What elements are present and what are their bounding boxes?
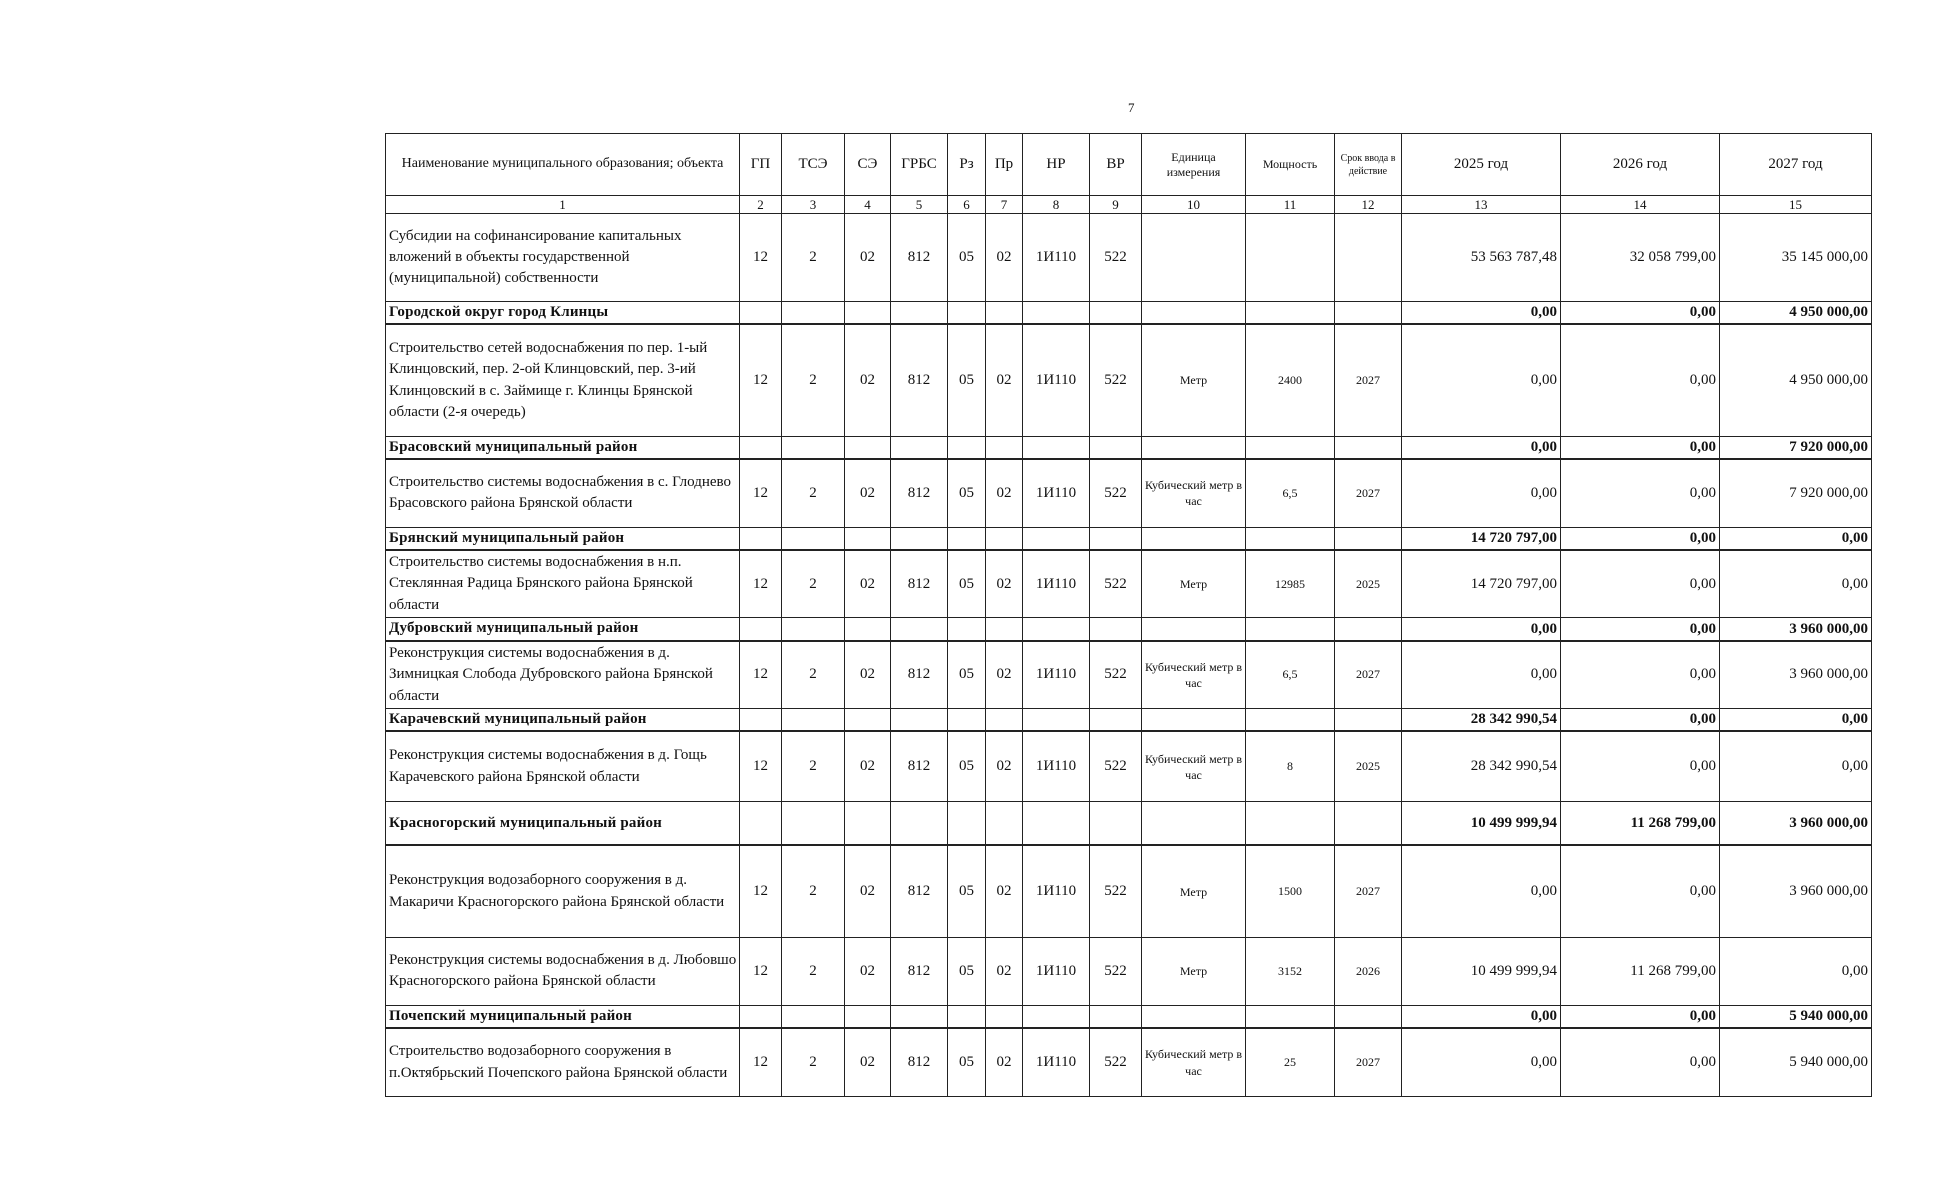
object-row [386,324,1872,436]
object-row [386,1028,1872,1096]
cell-deadline: 2027 [1335,324,1402,436]
header-pr: Пр [986,134,1023,196]
group-name: Брянский муниципальный район [386,527,740,550]
cell-rz: 05 [948,845,986,937]
cell-2026: 0,00 [1561,436,1720,459]
column-number: 6 [948,196,986,214]
header-2027: 2027 год [1720,134,1872,196]
column-number: 2 [740,196,782,214]
cell-rz: 05 [948,214,986,302]
cell-unit: Метр [1142,845,1246,937]
cell-rz: 05 [948,459,986,527]
header-grbs: ГРБС [891,134,948,196]
cell-2025: 28 342 990,54 [1402,709,1561,732]
cell-vr: 522 [1090,550,1142,618]
cell-2026: 0,00 [1561,527,1720,550]
column-number: 8 [1023,196,1090,214]
cell-se: 02 [845,731,891,801]
header-2026: 2026 год [1561,134,1720,196]
cell-gp: 12 [740,937,782,1005]
cell-pr: 02 [986,937,1023,1005]
cell-2027: 0,00 [1720,937,1872,1005]
group-row [386,527,1872,550]
object-row [386,937,1872,1005]
cell-2026: 0,00 [1561,459,1720,527]
cell-deadline: 2027 [1335,641,1402,709]
column-number: 11 [1246,196,1335,214]
cell-rz: 05 [948,550,986,618]
group-row [386,436,1872,459]
cell-se: 02 [845,214,891,302]
header-nr: НР [1023,134,1090,196]
column-number: 9 [1090,196,1142,214]
object-row [386,641,1872,709]
column-number: 10 [1142,196,1246,214]
cell-deadline [1335,214,1402,302]
cell-grbs: 812 [891,459,948,527]
cell-2025: 14 720 797,00 [1402,527,1561,550]
cell-rz: 05 [948,937,986,1005]
cell-pr: 02 [986,550,1023,618]
group-row [386,618,1872,641]
cell-2025: 0,00 [1402,641,1561,709]
cell-capacity: 25 [1246,1028,1335,1096]
cell-unit: Кубический метр в час [1142,731,1246,801]
cell-2026: 0,00 [1561,641,1720,709]
cell-2027: 4 950 000,00 [1720,302,1872,325]
column-number: 3 [782,196,845,214]
object-name: Реконструкция системы водоснабжения в д. Любовшо Красногорского района Брянской области [386,937,740,1005]
cell-pr: 02 [986,731,1023,801]
cell-2027: 4 950 000,00 [1720,324,1872,436]
cell-2025: 14 720 797,00 [1402,550,1561,618]
cell-unit: Кубический метр в час [1142,1028,1246,1096]
cell-grbs: 812 [891,550,948,618]
cell-2026: 0,00 [1561,618,1720,641]
object-name: Реконструкция водозаборного сооружения в д. Макаричи Красногорского района Брянской области [386,845,740,937]
cell-2027: 3 960 000,00 [1720,845,1872,937]
cell-2026: 0,00 [1561,324,1720,436]
cell-tse: 2 [782,214,845,302]
object-name: Строительство системы водоснабжения в с. Глоднево Брасовского района Брянской области [386,459,740,527]
cell-deadline: 2025 [1335,731,1402,801]
cell-se: 02 [845,1028,891,1096]
cell-2027: 3 960 000,00 [1720,618,1872,641]
cell-unit: Метр [1142,937,1246,1005]
cell-grbs: 812 [891,937,948,1005]
cell-unit: Метр [1142,550,1246,618]
cell-vr: 522 [1090,1028,1142,1096]
cell-tse: 2 [782,324,845,436]
header-tse: ТСЭ [782,134,845,196]
cell-2026: 0,00 [1561,709,1720,732]
cell-2027: 7 920 000,00 [1720,459,1872,527]
cell-tse: 2 [782,1028,845,1096]
cell-se: 02 [845,324,891,436]
cell-vr: 522 [1090,937,1142,1005]
cell-nr: 1И110 [1023,1028,1090,1096]
cell-rz: 05 [948,731,986,801]
group-name: Карачевский муниципальный район [386,709,740,732]
group-name: Брасовский муниципальный район [386,436,740,459]
page-number: 7 [1128,100,1135,115]
cell-tse: 2 [782,459,845,527]
header-rz: Рз [948,134,986,196]
cell-vr: 522 [1090,214,1142,302]
column-number: 15 [1720,196,1872,214]
cell-capacity: 8 [1246,731,1335,801]
cell-pr: 02 [986,324,1023,436]
cell-unit [1142,214,1246,302]
cell-tse: 2 [782,550,845,618]
cell-2027: 5 940 000,00 [1720,1005,1872,1028]
cell-deadline: 2027 [1335,845,1402,937]
object-name: Строительство системы водоснабжения в н.п. Стеклянная Радица Брянского района Брянской области [386,550,740,618]
column-number-row [386,196,1872,214]
group-name: Дубровский муниципальный район [386,618,740,641]
cell-gp: 12 [740,845,782,937]
cell-tse: 2 [782,731,845,801]
cell-capacity: 6,5 [1246,459,1335,527]
cell-nr: 1И110 [1023,214,1090,302]
cell-nr: 1И110 [1023,731,1090,801]
cell-2026: 0,00 [1561,1005,1720,1028]
group-row [386,709,1872,732]
cell-2026: 0,00 [1561,550,1720,618]
cell-rz: 05 [948,641,986,709]
cell-2027: 0,00 [1720,550,1872,618]
cell-2025: 0,00 [1402,845,1561,937]
column-number: 7 [986,196,1023,214]
cell-capacity [1246,214,1335,302]
cell-pr: 02 [986,1028,1023,1096]
cell-2025: 28 342 990,54 [1402,731,1561,801]
header-capacity: Мощность [1246,134,1335,196]
group-row [386,302,1872,325]
cell-2027: 3 960 000,00 [1720,801,1872,845]
cell-pr: 02 [986,641,1023,709]
cell-nr: 1И110 [1023,845,1090,937]
cell-vr: 522 [1090,731,1142,801]
column-number: 4 [845,196,891,214]
object-row [386,845,1872,937]
cell-unit: Кубический метр в час [1142,459,1246,527]
cell-gp: 12 [740,641,782,709]
header-row [386,134,1872,196]
cell-2025: 0,00 [1402,1005,1561,1028]
cell-grbs: 812 [891,641,948,709]
cell-2026: 0,00 [1561,1028,1720,1096]
cell-2025: 10 499 999,94 [1402,801,1561,845]
cell-2026: 32 058 799,00 [1561,214,1720,302]
header-2025: 2025 год [1402,134,1561,196]
cell-grbs: 812 [891,324,948,436]
header-unit: Единица измерения [1142,134,1246,196]
cell-unit: Метр [1142,324,1246,436]
object-name: Реконструкция системы водоснабжения в д. Гощь Карачевского района Брянской области [386,731,740,801]
cell-capacity: 1500 [1246,845,1335,937]
column-number: 13 [1402,196,1561,214]
header-vr: ВР [1090,134,1142,196]
cell-2025: 0,00 [1402,324,1561,436]
cell-2025: 0,00 [1402,302,1561,325]
cell-se: 02 [845,550,891,618]
cell-gp: 12 [740,459,782,527]
cell-2027: 0,00 [1720,527,1872,550]
cell-se: 02 [845,845,891,937]
group-row [386,801,1872,845]
cell-gp: 12 [740,324,782,436]
cell-2026: 11 268 799,00 [1561,937,1720,1005]
cell-se: 02 [845,641,891,709]
cell-vr: 522 [1090,845,1142,937]
object-row [386,550,1872,618]
header-deadline: Срок ввода в действие [1335,134,1402,196]
header-gp: ГП [740,134,782,196]
cell-2027: 7 920 000,00 [1720,436,1872,459]
cell-2025: 0,00 [1402,1028,1561,1096]
cell-gp: 12 [740,550,782,618]
cell-vr: 522 [1090,324,1142,436]
cell-tse: 2 [782,937,845,1005]
cell-deadline: 2027 [1335,1028,1402,1096]
cell-2026: 11 268 799,00 [1561,801,1720,845]
cell-2027: 35 145 000,00 [1720,214,1872,302]
cell-capacity: 6,5 [1246,641,1335,709]
cell-2025: 53 563 787,48 [1402,214,1561,302]
cell-grbs: 812 [891,1028,948,1096]
cell-gp: 12 [740,731,782,801]
cell-nr: 1И110 [1023,641,1090,709]
cell-2026: 0,00 [1561,845,1720,937]
cell-unit: Кубический метр в час [1142,641,1246,709]
cell-tse: 2 [782,641,845,709]
cell-grbs: 812 [891,214,948,302]
cell-grbs: 812 [891,845,948,937]
cell-gp: 12 [740,1028,782,1096]
object-name: Строительство водозаборного сооружения в п.Октябрьский Почепского района Брянской области [386,1028,740,1096]
cell-capacity: 2400 [1246,324,1335,436]
cell-rz: 05 [948,324,986,436]
cell-2027: 5 940 000,00 [1720,1028,1872,1096]
cell-2027: 0,00 [1720,709,1872,732]
object-name: Строительство сетей водоснабжения по пер. 1-ый Клинцовский, пер. 2-ой Клинцовский, пер. 3-ий Клинцовский в с. Займище г. Клинцы Брянской области (2-я очередь) [386,324,740,436]
cell-nr: 1И110 [1023,937,1090,1005]
group-name: Городской округ город Клинцы [386,302,740,325]
cell-capacity: 3152 [1246,937,1335,1005]
cell-capacity: 12985 [1246,550,1335,618]
budget-table [385,133,1872,1097]
row-name: Субсидии на софинансирование капитальных вложений в объекты государственной (муниципальной) собственности [386,214,740,302]
group-name: Почепский муниципальный район [386,1005,740,1028]
cell-grbs: 812 [891,731,948,801]
cell-2025: 0,00 [1402,618,1561,641]
header-se: СЭ [845,134,891,196]
cell-2026: 0,00 [1561,731,1720,801]
cell-tse: 2 [782,845,845,937]
cell-rz: 05 [948,1028,986,1096]
cell-2025: 0,00 [1402,436,1561,459]
object-row [386,731,1872,801]
cell-2025: 10 499 999,94 [1402,937,1561,1005]
object-name: Реконструкция системы водоснабжения в д. Зимницкая Слобода Дубровского района Брянской области [386,641,740,709]
column-number: 1 [386,196,740,214]
header-name: Наименование муниципального образования; объекта [386,134,740,196]
cell-pr: 02 [986,459,1023,527]
cell-pr: 02 [986,214,1023,302]
cell-deadline: 2026 [1335,937,1402,1005]
cell-pr: 02 [986,845,1023,937]
cell-nr: 1И110 [1023,459,1090,527]
cell-nr: 1И110 [1023,550,1090,618]
group-name: Красногорский муниципальный район [386,801,740,845]
column-number: 14 [1561,196,1720,214]
cell-deadline: 2025 [1335,550,1402,618]
cell-nr: 1И110 [1023,324,1090,436]
cell-2026: 0,00 [1561,302,1720,325]
group-row [386,1005,1872,1028]
cell-deadline: 2027 [1335,459,1402,527]
object-row [386,459,1872,527]
cell-2027: 0,00 [1720,731,1872,801]
cell-gp: 12 [740,214,782,302]
column-number: 5 [891,196,948,214]
cell-se: 02 [845,937,891,1005]
cell-2027: 3 960 000,00 [1720,641,1872,709]
cell-vr: 522 [1090,641,1142,709]
cell-2025: 0,00 [1402,459,1561,527]
total-row [386,214,1872,302]
cell-vr: 522 [1090,459,1142,527]
column-number: 12 [1335,196,1402,214]
cell-se: 02 [845,459,891,527]
